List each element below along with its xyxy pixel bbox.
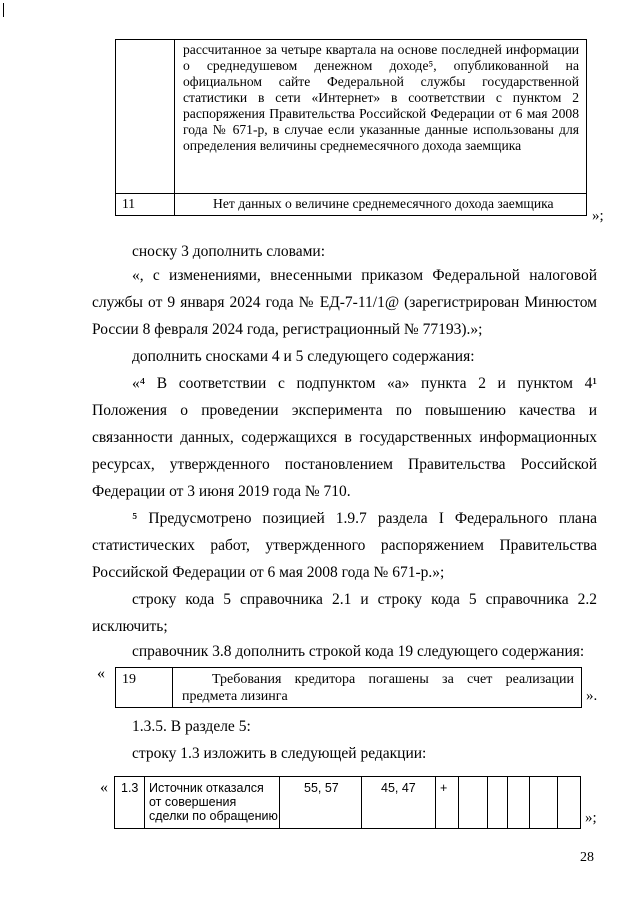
paragraph: дополнить сносками 4 и 5 следующего содержания: <box>132 348 475 365</box>
closing-quote: »; <box>585 810 597 826</box>
table-cell-text: Требования кредитора погашены за счет реализации предмета лизинга <box>182 672 574 704</box>
column-separator <box>435 777 436 828</box>
closing-quote: ». <box>586 688 598 704</box>
column-separator <box>361 777 362 828</box>
paragraph: справочник 3.8 дополнить строкой кода 19 следующего содержания: <box>132 643 585 660</box>
opening-quote: « <box>100 779 108 796</box>
table-cell-code: 19 <box>122 672 136 687</box>
continuation-table <box>115 39 587 216</box>
closing-quote: »; <box>592 208 604 224</box>
table-cell-value: 55, 57 <box>304 781 339 795</box>
section-heading: 1.3.5. В разделе 5: <box>132 718 251 735</box>
column-separator <box>172 668 173 707</box>
footnote-paragraph: «⁴ В соответствии с подпунктом «а» пункта 2 и пунктом 4¹ Положения о проведении эксперимента по повышению качества и связанности данных, содержащихся в государственных информационных ресурсах, утвержденного постановлением Правительства Российской Федерации от 3 июня 2019 года № 710. <box>92 375 597 500</box>
column-separator <box>557 777 558 828</box>
table-cell-text: Нет данных о величине среднемесячного дохода заемщика <box>213 196 554 211</box>
page-number: 28 <box>580 850 594 865</box>
table-cell-flag: + <box>440 781 448 795</box>
paragraph: «, с изменениями, внесенными приказом Федеральной налоговой службы от 9 января 2024 года № ЕД-7-11/1@ (зарегистрирован Минюстом России 8 февраля 2024 года, регистрационный № 77193).»; <box>92 267 597 338</box>
column-separator <box>487 777 488 828</box>
column-separator <box>529 777 530 828</box>
paragraph: строку 1.3 изложить в следующей редакции: <box>132 745 427 762</box>
column-separator <box>144 777 145 828</box>
table-cell-code: 11 <box>122 196 136 211</box>
table-cell-value: 45, 47 <box>381 781 416 795</box>
table-row <box>116 40 586 194</box>
corner-mark <box>3 3 4 17</box>
column-separator <box>458 777 459 828</box>
opening-quote: « <box>97 665 105 682</box>
reference-table <box>115 667 582 708</box>
column-separator <box>279 777 280 828</box>
column-separator <box>507 777 508 828</box>
table-cell-code: 1.3 <box>121 781 139 795</box>
paragraph: строку кода 5 справочника 2.1 и строку кода 5 справочника 2.2 исключить; <box>92 591 597 635</box>
table-row <box>116 193 586 216</box>
table-cell-text: рассчитанное за четыре квартала на основе последней информации о среднедушевом денежном доходе⁵, опубликованной на официальном сайте Федеральной службы государственной статистики в сети «Интернет» в соответствии с пунктом 2 распоряжения Правительства Российской Федерации от 6 мая 2008 года № 671-р, в случае если указанные данные использованы для определения величины среднемесячного дохода заемщика <box>183 42 579 153</box>
table-cell-text: Источник отказался от совершения сделки по обращению <box>149 781 278 823</box>
paragraph: сноску 3 дополнить словами: <box>132 243 326 260</box>
footnote-paragraph: ⁵ Предусмотрено позицией 1.9.7 раздела I Федерального плана статистических работ, утвержденного распоряжением Правительства Российской Федерации от 6 мая 2008 года № 671-р.»; <box>92 510 597 581</box>
section-table <box>114 776 581 829</box>
